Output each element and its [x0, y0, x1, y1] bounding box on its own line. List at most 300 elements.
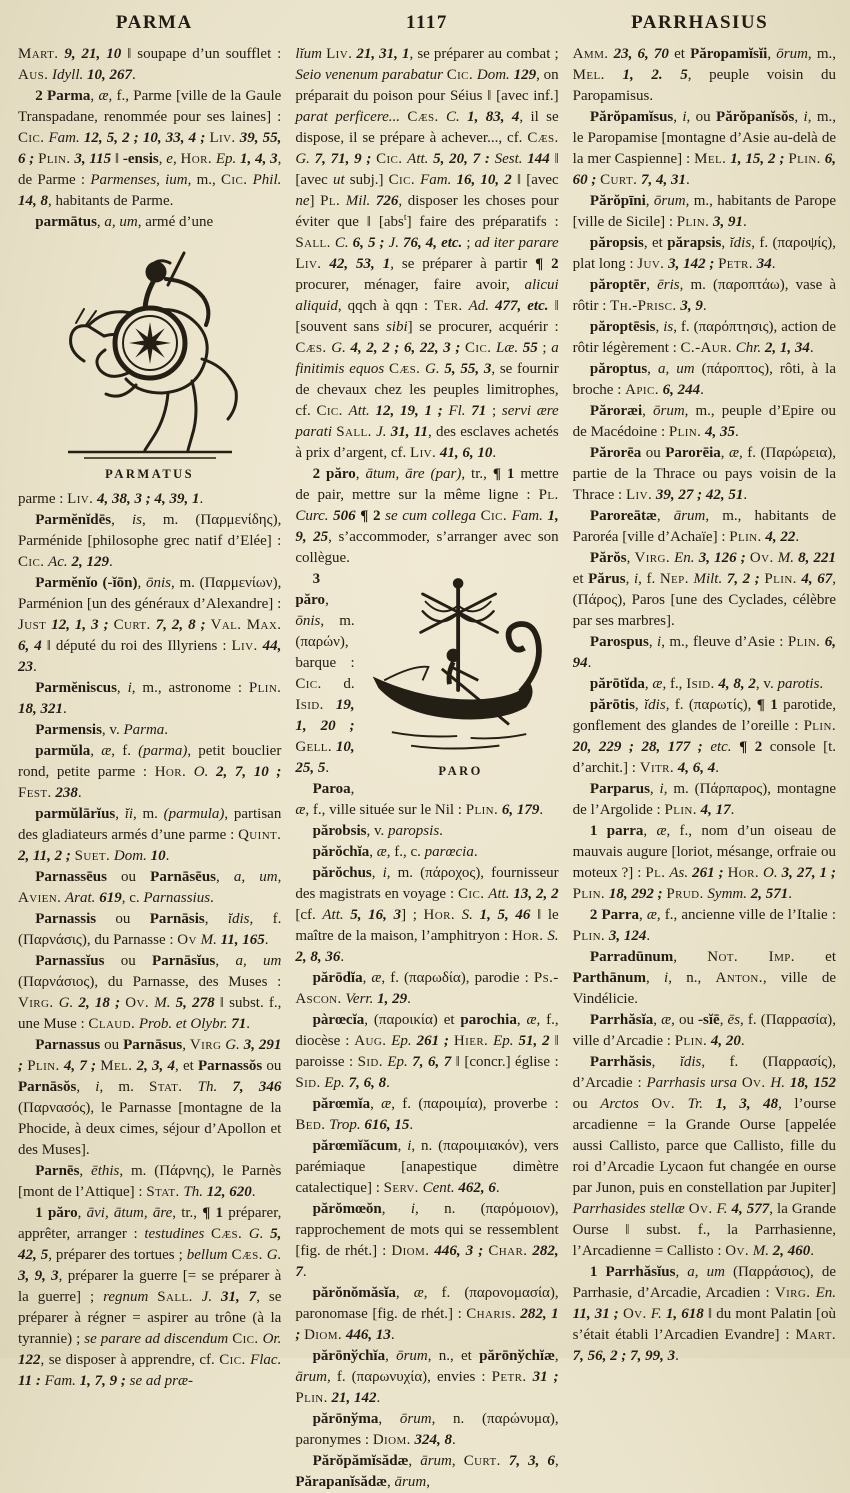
text-segment: 619: [99, 890, 122, 906]
text-segment: .: [376, 1390, 381, 1406]
text-segment: , de Parme :: [18, 151, 282, 188]
text-segment: [439, 109, 446, 125]
text-segment: se parare ad discendum: [84, 1331, 229, 1347]
text-segment: et: [572, 571, 589, 587]
text-segment: Ov.: [125, 995, 150, 1011]
text-segment: 7, 2 ;: [726, 571, 760, 587]
text-segment: 7, 3, 6: [508, 1453, 555, 1469]
text-segment: Cic.: [465, 340, 492, 356]
text-segment: ,: [371, 865, 383, 881]
text-segment: ,: [156, 172, 166, 188]
text-segment: Cic.: [232, 1331, 259, 1347]
text-segment: , m.: [99, 1079, 150, 1095]
text-segment: æ: [646, 907, 657, 923]
text-segment: 129: [513, 67, 537, 83]
text-segment: 2 Parra: [589, 907, 639, 923]
text-segment: 14, 8: [18, 193, 48, 209]
text-segment: En.: [815, 1285, 836, 1301]
text-segment: 4, 6, 4: [677, 760, 716, 776]
text-segment: 12, 1, 3 ;: [51, 617, 109, 633]
text-segment: Cic.: [219, 1352, 246, 1368]
text-segment: , v.: [755, 676, 778, 692]
text-segment: 324, 8: [414, 1432, 453, 1448]
text-segment: Ov.: [622, 1306, 647, 1322]
text-segment: .: [439, 823, 443, 839]
text-segment: Mil.: [345, 193, 371, 209]
text-segment: ĭi: [124, 806, 134, 822]
text-segment: , m., fleuve d’Asie :: [661, 634, 788, 650]
text-segment: părapsis: [667, 235, 722, 251]
text-segment: Cic.: [221, 172, 248, 188]
text-segment: părœmĭa: [312, 1096, 371, 1112]
text-segment: Fam.: [420, 172, 452, 188]
text-segment: .: [495, 1180, 500, 1196]
dictionary-entry: [18, 867, 281, 909]
text-segment: Th.: [183, 1184, 204, 1200]
text-segment: F.: [650, 1306, 662, 1322]
text-segment: Părŏpanĭsŏs: [716, 109, 795, 125]
text-segment: ,: [96, 214, 105, 230]
text-segment: , s’accommoder, s’arranger avec son collègue.: [295, 529, 559, 566]
text-segment: Seio venenum parabatur: [295, 67, 443, 83]
dictionary-entry: [295, 464, 558, 569]
text-segment: , f.,: [662, 676, 687, 692]
text-segment: Th.: [197, 1079, 218, 1095]
text-segment: , armé d’une: [137, 214, 214, 230]
text-segment: Ep.: [324, 1075, 345, 1091]
text-segment: ,: [648, 634, 658, 650]
text-segment: , se préparer à partir: [390, 256, 536, 272]
text-segment: is: [663, 319, 674, 335]
text-segment: ōrum: [399, 1411, 432, 1427]
text-segment: 1 Parrhăsĭus: [589, 1264, 676, 1280]
text-segment: ārum: [420, 1453, 452, 1469]
text-segment: parmŭlārĭus: [35, 806, 116, 822]
text-segment: Liv.: [209, 130, 236, 146]
text-segment: ou: [96, 911, 150, 927]
text-segment: console [t. d’archit.] :: [572, 739, 837, 776]
dictionary-entry: [18, 573, 281, 678]
text-segment: Flac.: [250, 1352, 282, 1368]
text-segment: regnum: [103, 1289, 149, 1305]
text-segment: 7, 71, 9 ;: [314, 151, 372, 167]
text-segment: 18, 292 ;: [608, 886, 663, 902]
text-segment: ,: [76, 1079, 96, 1095]
text-segment: 1 păro: [35, 1205, 78, 1221]
text-segment: , m. (Παρμενίδης), Parménide [philosophe grec natif d’Elée] :: [18, 512, 282, 549]
text-segment: părōdĭa: [312, 970, 363, 986]
text-segment: Liv.: [625, 487, 653, 503]
text-segment: , petit bouclier rond, petite parme :: [18, 743, 282, 780]
text-segment: păropsis: [589, 235, 644, 251]
text-segment: ‖ paroisse :: [295, 1033, 559, 1070]
text-segment: M.: [154, 995, 171, 1011]
text-segment: Curc.: [295, 508, 329, 524]
text-segment: 3, 126 ;: [698, 550, 746, 566]
text-segment: Hor.: [727, 865, 760, 881]
text-segment: , f. (παροψίς), plat long :: [572, 235, 836, 272]
text-segment: 122: [18, 1352, 41, 1368]
text-segment: ,: [645, 193, 654, 209]
text-segment: 462, 6: [458, 1180, 496, 1196]
text-segment: , m., habitants de Paroréa [ville d’Achaïe] :: [572, 508, 836, 545]
text-segment: 1, 83, 4: [467, 109, 520, 125]
text-segment: 282, 7: [295, 1243, 559, 1280]
dictionary-entry: [573, 233, 836, 275]
text-segment: ,: [77, 1205, 87, 1221]
text-segment: părŏchus: [312, 865, 372, 881]
text-segment: Mel.: [100, 1058, 133, 1074]
text-segment: Arctos: [600, 1096, 639, 1112]
text-segment: 4, 22: [765, 529, 796, 545]
text-segment: En.: [674, 550, 695, 566]
text-segment: .: [251, 1184, 256, 1200]
text-segment: t: [403, 212, 407, 223]
text-segment: 3, 142 ;: [668, 256, 715, 272]
text-segment: 39, 55, 6 ;: [18, 130, 282, 167]
text-segment: i: [633, 571, 639, 587]
text-segment: păroptēsis: [589, 319, 656, 335]
text-segment: Symm.: [707, 886, 747, 902]
text-segment: Parnāsis: [149, 911, 205, 927]
text-segment: , f., ancienne ville de l’Italie :: [656, 907, 836, 923]
text-segment: 6, 244: [662, 382, 701, 398]
text-segment: Virg.: [18, 995, 54, 1011]
text-segment: ,: [643, 823, 657, 839]
text-segment: J.: [388, 235, 399, 251]
dictionary-entry: [295, 863, 558, 968]
text-segment: is: [131, 512, 142, 528]
text-segment: 4, 38, 3 ; 4, 39, 1: [97, 491, 200, 507]
text-segment: , qqch à qqn :: [337, 298, 435, 314]
text-segment: .: [702, 298, 707, 314]
text-segment: ]: [309, 193, 321, 209]
dictionary-entry: [295, 779, 558, 821]
text-segment: Anton.: [715, 970, 763, 986]
text-segment: ,: [644, 676, 653, 692]
text-segment: ,: [182, 1037, 190, 1053]
text-segment: 3, 115: [74, 151, 112, 167]
text-segment: G.: [266, 1247, 282, 1263]
text-segment: ēs: [727, 1012, 741, 1028]
text-segment: .: [409, 1117, 414, 1133]
text-segment: C.: [446, 109, 460, 125]
dictionary-entry: [573, 905, 836, 947]
text-segment: parme :: [18, 491, 68, 507]
text-segment: ‖ subst. f., une Muse :: [18, 995, 282, 1032]
text-segment: ,: [362, 970, 372, 986]
text-segment: G.: [225, 1037, 240, 1053]
text-segment: testudines: [144, 1226, 205, 1242]
text-segment: Ep.: [493, 1033, 514, 1049]
dictionary-entry: [18, 44, 281, 86]
dictionary-entry: [573, 632, 836, 674]
text-segment: , m.,: [187, 172, 222, 188]
text-segment: ,: [408, 1453, 421, 1469]
text-segment: ĭdis: [729, 235, 752, 251]
text-segment: Mart.: [18, 46, 59, 62]
text-segment: Plin.: [248, 680, 282, 696]
text-segment: ‖ du mont Palatin [où s’était établi l’Arcadien Evandre] :: [572, 1306, 837, 1343]
text-segment: , préparer la guerre [= se préparer à la guerre] ;: [18, 1268, 282, 1305]
text-segment: Diom.: [304, 1327, 343, 1343]
text-segment: Sall.: [157, 1289, 193, 1305]
text-segment: 144: [527, 151, 550, 167]
text-segment: Parrhasis ursa: [646, 1075, 737, 1091]
text-segment: [732, 739, 740, 755]
text-segment: ,: [216, 869, 234, 885]
text-segment: [182, 1079, 197, 1095]
text-segment: Nep.: [659, 571, 689, 587]
text-segment: Parmensis: [35, 722, 102, 738]
text-segment: Cic.: [480, 508, 507, 524]
text-segment: Parnassius: [143, 890, 211, 906]
text-segment: Ep.: [387, 1054, 408, 1070]
text-segment: ,: [516, 1012, 527, 1028]
text-segment: ,: [451, 1453, 464, 1469]
text-segment: Parnassis: [35, 911, 97, 927]
text-segment: [242, 1226, 249, 1242]
text-segment: ] se procurer, acquérir :: [407, 319, 559, 335]
text-segment: 726: [375, 193, 399, 209]
text-segment: Ac.: [48, 554, 68, 570]
text-segment: 6, 5 ;: [352, 235, 385, 251]
text-segment: Parmĕniscus: [35, 680, 117, 696]
text-segment: .: [199, 491, 204, 507]
text-segment: .: [264, 932, 269, 948]
text-segment: Plin.: [572, 886, 606, 902]
text-segment: păroptēr: [589, 277, 647, 293]
text-segment: ,: [395, 1285, 414, 1301]
text-segment: Diom.: [372, 1432, 411, 1448]
text-segment: Cent.: [422, 1180, 455, 1196]
text-segment: ,: [554, 1453, 559, 1469]
text-segment: .: [742, 214, 747, 230]
text-segment: 477, etc.: [495, 298, 549, 314]
text-segment: Cic.: [18, 554, 45, 570]
text-segment: , f. (παρόπτησις), action de rôtir légèrement :: [572, 319, 836, 356]
text-segment: ĭdis: [227, 911, 250, 927]
text-segment: Val. Max.: [210, 617, 282, 633]
text-segment: Ov.: [741, 1075, 766, 1091]
text-segment: ,: [137, 575, 146, 591]
text-segment: 18, 152: [789, 1075, 836, 1091]
text-segment: , l’ourse arcadienne = la Grande Ourse [appelée aussi Callisto, parce que Callisto, fille du roi d’Arcadie Lycaon fut changée en ourse par Junon, puis en constellation par Jupiter]: [572, 1096, 837, 1196]
text-segment: Sest.: [494, 151, 523, 167]
text-segment: Parthānum: [572, 970, 646, 986]
text-segment: 31 ;: [532, 1369, 559, 1385]
dictionary-entry: [573, 1052, 836, 1262]
text-segment: 2 păro: [312, 466, 356, 482]
text-segment: Sall.: [295, 235, 331, 251]
text-segment: Cic.: [388, 172, 415, 188]
text-segment: 42, 53, 1: [329, 256, 391, 272]
paro-figure: [363, 572, 559, 782]
text-segment: ou: [262, 1058, 282, 1074]
text-segment: et: [668, 46, 691, 62]
text-segment: ,: [115, 806, 125, 822]
text-segment: Or.: [262, 1331, 282, 1347]
text-segment: .: [819, 676, 824, 692]
running-head-right: PARRHASIUS: [631, 12, 769, 33]
text-segment: et: [794, 949, 836, 965]
text-segment: sibi: [385, 319, 408, 335]
text-segment: se cum collega: [385, 508, 476, 524]
dictionary-entry: [18, 720, 281, 741]
text-segment: , m. (Πάρνης), le Parnès [mont de l’Attique] :: [18, 1163, 282, 1200]
text-segment: ,: [111, 512, 132, 528]
horseman-engraving: [50, 239, 250, 461]
text-segment: Parnāsēus: [150, 869, 217, 885]
text-segment: ne: [295, 193, 310, 209]
text-segment: , f.: [638, 571, 660, 587]
text-segment: C.-Aur.: [680, 340, 732, 356]
text-segment: Att.: [348, 403, 370, 419]
text-segment: ‖ [concr.] église :: [451, 1054, 559, 1070]
text-segment: ,: [655, 319, 664, 335]
text-segment: Cic.: [446, 67, 474, 83]
text-segment: 1, 15, 2 ;: [730, 151, 785, 167]
text-segment: părōnўchĭa: [312, 1348, 386, 1364]
text-segment: , se préparer à régner = aspirer au trône (à la tyrannie) ;: [18, 1289, 282, 1347]
text-segment: Părŏpămĭsădæ: [312, 1453, 409, 1469]
text-segment: .: [810, 1243, 814, 1259]
text-segment: 4, 577: [731, 1201, 770, 1217]
text-segment: 31, 11: [390, 424, 428, 440]
text-segment: 39, 27 ; 42, 51: [655, 487, 744, 503]
text-segment: æ: [661, 1012, 672, 1028]
running-head: [18, 8, 836, 44]
text-segment: ,: [385, 1348, 397, 1364]
text-segment: i: [659, 781, 664, 797]
text-segment: , f., Parme [ville de la Gaule Transpadane, renommée pour ses laines] :: [18, 88, 282, 125]
text-segment: Parnēs: [35, 1163, 80, 1179]
text-segment: ‖ [avec: [511, 172, 559, 188]
text-segment: ,: [90, 88, 99, 104]
text-segment: Plin.: [787, 634, 821, 650]
text-segment: Mel.: [572, 67, 605, 83]
text-segment: O.: [763, 865, 778, 881]
text-segment: .: [210, 890, 214, 906]
text-segment: .: [77, 785, 82, 801]
text-segment: 12, 5, 2 ; 10, 33, 4 ;: [83, 130, 206, 146]
text-segment: , f. (παρωνυχία), envies :: [327, 1369, 492, 1385]
dictionary-entry: [18, 489, 281, 510]
text-segment: .: [795, 529, 800, 545]
text-segment: Parnassĭus: [35, 953, 105, 969]
text-segment: .: [740, 1033, 745, 1049]
text-segment: , v.: [101, 722, 124, 738]
text-segment: e: [166, 151, 173, 167]
text-segment: Apic.: [625, 382, 659, 398]
text-segment: 1, 5, 46: [479, 907, 531, 923]
text-segment: ] ;: [401, 907, 424, 923]
text-segment: 12, 620: [206, 1184, 252, 1200]
text-segment: .: [788, 886, 792, 902]
text-segment: .: [675, 1348, 679, 1364]
running-head-left: PARMA: [115, 12, 193, 33]
text-segment: æ: [295, 802, 306, 818]
text-segment: ĭdis: [679, 1054, 702, 1070]
dictionary-entry: [18, 1035, 281, 1161]
text-segment: 2, 8, 36: [295, 949, 341, 965]
text-segment: .: [340, 949, 345, 965]
text-segment: , m. (Παρμενίων), Parménion [un des généraux d’Alexandre] :: [18, 575, 282, 612]
text-segment: ¶ 1: [756, 697, 778, 713]
dictionary-entry: [295, 1136, 558, 1199]
dictionary-entry: [295, 842, 558, 863]
text-segment: ,: [381, 1201, 411, 1217]
text-segment: .: [809, 340, 814, 356]
text-segment: , se fournir de chevaux chez les peuples limitrophes, cf.: [295, 361, 559, 419]
text-segment: , m. (παρών), barque :: [295, 613, 355, 671]
text-segment: Stat.: [146, 1184, 180, 1200]
text-segment: ium: [165, 172, 188, 188]
text-segment: 3, 124: [608, 928, 647, 944]
text-segment: æ: [376, 844, 387, 860]
text-segment: 11, 31 ;: [572, 1306, 619, 1322]
text-segment: Læ.: [496, 340, 519, 356]
text-segment: .: [132, 67, 136, 83]
text-segment: J.: [201, 1289, 213, 1305]
text-segment: Diom.: [391, 1243, 430, 1259]
text-segment: 3, 27, 1 ;: [781, 865, 837, 881]
text-segment: i: [407, 1138, 412, 1154]
text-segment: æ: [381, 1096, 392, 1112]
dictionary-entry: [573, 506, 836, 548]
text-segment: ,: [639, 907, 647, 923]
text-segment: ,: [116, 680, 128, 696]
text-segment: Avien.: [18, 890, 62, 906]
text-segment: , ou: [686, 109, 717, 125]
text-segment: 10, 25, 5: [295, 739, 355, 776]
text-segment: Prud.: [666, 886, 704, 902]
dictionary-entry: [573, 548, 836, 632]
text-segment: 1, 2. 5: [622, 67, 688, 83]
text-segment: .: [715, 760, 720, 776]
text-segment: Pl.: [320, 193, 341, 209]
column-middle: [295, 44, 559, 1490]
text-segment: [204, 1226, 211, 1242]
dictionary-entry: [295, 821, 558, 842]
text-segment: , f. (παρονομασία), paronomase [fig. de rhét.] :: [295, 1285, 559, 1322]
text-segment: Hier.: [453, 1033, 489, 1049]
text-segment: , m. (παροπτάω), vase à rôtir :: [572, 277, 836, 314]
text-segment: ,: [647, 361, 658, 377]
text-segment: , f., ville située sur le Nil :: [305, 802, 466, 818]
text-segment: , des esclaves achetés à prix d’argent, cf.: [295, 424, 559, 461]
text-segment: Sid.: [357, 1054, 383, 1070]
text-segment: [473, 907, 480, 923]
text-segment: 71: [471, 403, 487, 419]
text-segment: M.: [200, 932, 217, 948]
text-segment: Th.-Prisc.: [610, 298, 677, 314]
text-segment: ,: [646, 277, 658, 293]
text-segment: , f. (Παρνάσις), du Parnasse :: [18, 911, 282, 948]
text-segment: 2 Parma: [35, 88, 91, 104]
text-segment: , m., le Paropamise [montagne d’Asie au-delà de la mer Caspienne] :: [572, 109, 836, 167]
text-segment: Att.: [488, 886, 510, 902]
text-segment: Chr.: [735, 340, 762, 356]
text-segment: [148, 1289, 157, 1305]
text-segment: , disposer les choses pour éviter que ‖ [abs: [295, 193, 559, 230]
text-segment: [cf.: [295, 907, 323, 923]
text-segment: Plin.: [27, 1058, 60, 1074]
text-segment: [324, 697, 336, 713]
text-segment: 9, 21, 10: [64, 46, 122, 62]
text-segment: S.: [547, 928, 559, 944]
text-segment: ad iter parare: [474, 235, 559, 251]
